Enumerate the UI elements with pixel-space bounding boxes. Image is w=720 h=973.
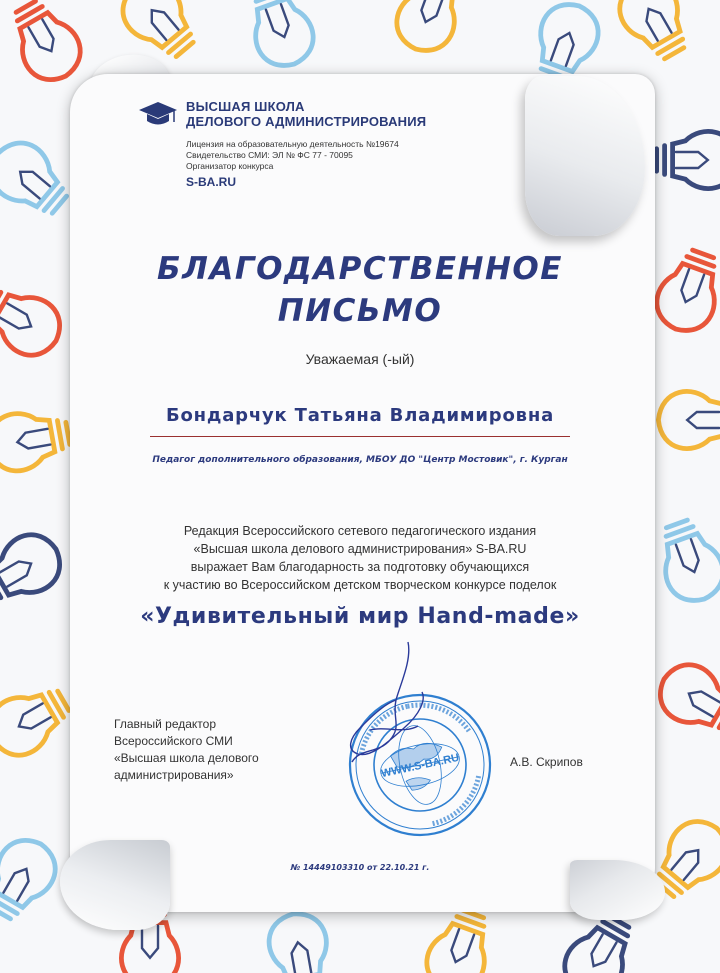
seal-text: WWW.S-BA.RU — [380, 751, 461, 781]
lightbulb-icon — [419, 904, 500, 973]
signer-name: А.В. Скрипов — [510, 755, 583, 769]
document-number: № 14449103310 от 22.10.21 г. — [290, 863, 430, 872]
salutation: Уважаемая (-ый) — [305, 351, 415, 367]
lightbulb-icon — [650, 654, 720, 744]
lightbulb-icon — [649, 244, 720, 339]
recipient-position: Педагог дополнительного образования, МБОУ ДО "Центр Мостовик", г. Курган — [152, 455, 568, 465]
lightbulb-icon — [1, 0, 91, 90]
recipient-underline — [150, 436, 570, 437]
gratitude-line: «Высшая школа делового администрирования» S-BA.RU — [193, 542, 527, 556]
gratitude-text — [100, 522, 620, 594]
gratitude-line: Редакция Всероссийского сетевого педагогического издания — [183, 524, 537, 538]
lightbulb-icon — [658, 391, 720, 448]
lightbulb-icon — [0, 405, 73, 475]
editor-line: Главный редактор — [114, 717, 217, 731]
handwritten-signature — [330, 630, 450, 780]
editor-line: «Высшая школа делового — [114, 751, 259, 765]
lightbulb-icon — [265, 909, 335, 973]
org-name-line2: ДЕЛОВОГО АДМИНИСТРИРОВАНИЯ — [186, 114, 427, 129]
lightbulb-icon — [389, 0, 470, 59]
contest-name: «Удивительный мир Hand-made» — [140, 604, 580, 629]
recipient-name: Бондарчук Татьяна Владимировна — [165, 405, 555, 426]
gratitude-line: к участию во Всероссийском детском творческом конкурсе поделок — [163, 578, 557, 592]
lightbulb-icon — [240, 0, 321, 74]
lightbulb-icon — [609, 0, 699, 68]
lightbulb-icon — [0, 131, 78, 226]
graduation-cap-icon — [138, 100, 178, 130]
organizer-text: Организатор конкурса — [186, 161, 274, 171]
lightbulb-icon — [0, 524, 70, 614]
lightbulb-icon — [657, 131, 720, 188]
org-name-line1: ВЫСШАЯ ШКОЛА — [186, 99, 305, 114]
editor-line: Всероссийского СМИ — [114, 734, 233, 748]
lightbulb-icon — [650, 514, 720, 609]
title-line1: БЛАГОДАРСТВЕННОЕ — [157, 251, 563, 287]
editor-title — [114, 716, 334, 784]
org-name — [186, 99, 456, 129]
org-info — [186, 139, 486, 172]
license-text: Лицензия на образовательную деятельность №19674 — [186, 139, 399, 149]
title-line2: ПИСЬМО — [277, 293, 443, 329]
site-link: S-BA.RU — [186, 175, 236, 189]
editor-line: администрирования» — [114, 768, 234, 782]
gratitude-line: выражает Вам благодарность за подготовку обучающихся — [190, 560, 530, 574]
lightbulb-icon — [0, 676, 78, 766]
lightbulb-icon — [0, 830, 66, 928]
media-cert-text: Свидетельство СМИ: ЭЛ № ФС 77 - 70095 — [186, 150, 353, 160]
document-title — [100, 248, 620, 332]
lightbulb-icon — [0, 276, 70, 366]
